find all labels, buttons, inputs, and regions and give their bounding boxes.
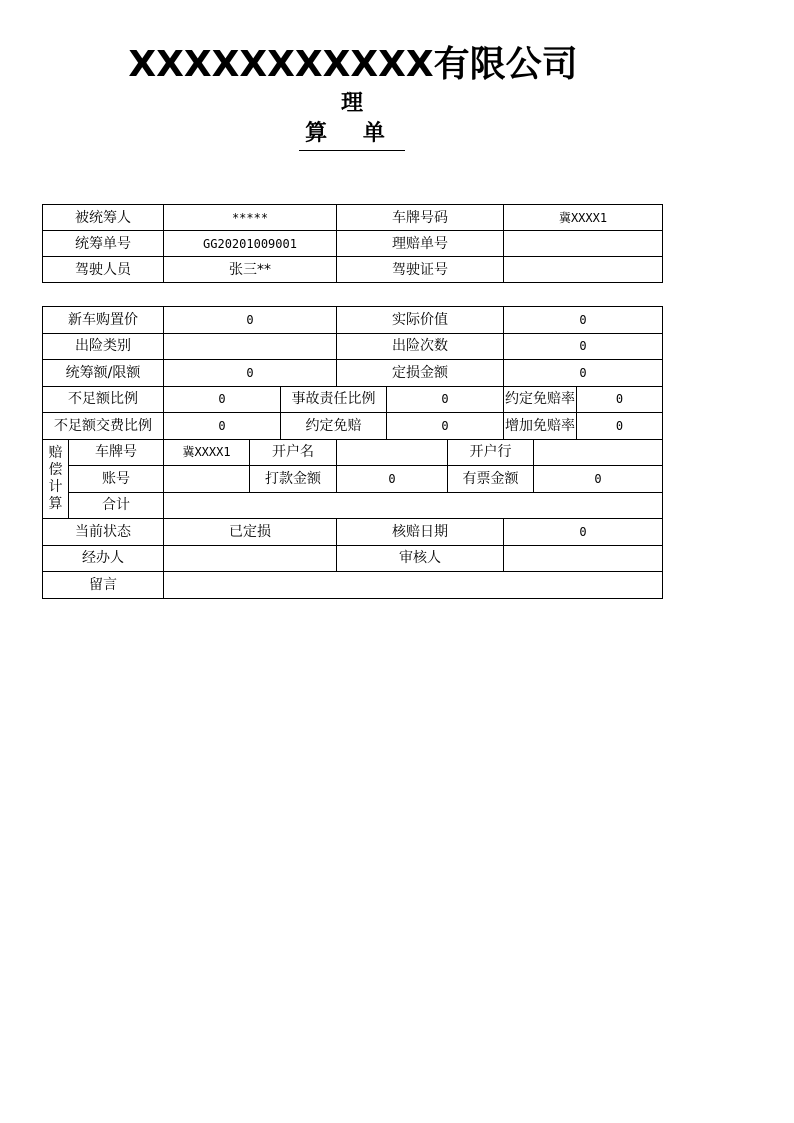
- table-row: [43, 439, 663, 466]
- license-label: 驾驶证号: [337, 257, 504, 283]
- account-name-label: 开户名: [250, 439, 337, 466]
- underinsured-ratio-label: 不足额比例: [43, 386, 164, 413]
- new-price-value: 0: [164, 307, 337, 334]
- table-row: [43, 231, 663, 257]
- table-row: [43, 413, 663, 440]
- handler-value: [164, 545, 337, 572]
- document-title: 理 算 单: [299, 88, 405, 151]
- table-row: [43, 545, 663, 572]
- agreed-deductible-value: 0: [387, 413, 504, 440]
- table-row: [43, 572, 663, 599]
- driver-label: 驾驶人员: [43, 257, 164, 283]
- company-name: XXXXXXXXXXX有限公司: [128, 44, 578, 85]
- total-value: [164, 492, 663, 519]
- underinsured-compulsory-label: 不足额交费比例: [43, 413, 164, 440]
- table-row: [43, 257, 663, 283]
- agreed-deductible-rate-value: 0: [577, 386, 663, 413]
- total-label: 合计: [69, 492, 164, 519]
- review-date-label: 核赔日期: [337, 519, 504, 546]
- bank-value: [534, 439, 663, 466]
- table-row: [43, 360, 663, 387]
- driver-value: 张三**: [164, 257, 337, 283]
- bank-label: 开户行: [448, 439, 534, 466]
- license-value: [504, 257, 663, 283]
- invoice-amount-label: 有票金额: [448, 466, 534, 493]
- underinsured-compulsory-value: 0: [164, 413, 281, 440]
- handler-label: 经办人: [43, 545, 164, 572]
- reviewer-label: 审核人: [337, 545, 504, 572]
- table-row: [43, 205, 663, 231]
- actual-value-value: 0: [504, 307, 663, 334]
- account-name-value: [337, 439, 448, 466]
- loss-amount-label: 定损金额: [337, 360, 504, 387]
- status-label: 当前状态: [43, 519, 164, 546]
- status-value: 已定损: [164, 519, 337, 546]
- liability-ratio-label: 事故责任比例: [281, 386, 387, 413]
- claim-no-value: [504, 231, 663, 257]
- message-value: [164, 572, 663, 599]
- payment-amount-value: 0: [337, 466, 448, 493]
- table-row: [43, 307, 663, 334]
- extra-deductible-rate-label: 增加免赔率: [504, 413, 577, 440]
- account-no-label: 账号: [69, 466, 164, 493]
- policy-no-value: GG20201009001: [164, 231, 337, 257]
- table-row: [43, 492, 663, 519]
- policy-no-label: 统筹单号: [43, 231, 164, 257]
- settlement-table: [42, 306, 663, 599]
- liability-ratio-value: 0: [387, 386, 504, 413]
- accident-type-label: 出险类别: [43, 333, 164, 360]
- loss-amount-value: 0: [504, 360, 663, 387]
- coverage-label: 统筹额/限额: [43, 360, 164, 387]
- agreed-deductible-rate-label: 约定免赔率: [504, 386, 577, 413]
- review-date-value: 0: [504, 519, 663, 546]
- actual-value-label: 实际价值: [337, 307, 504, 334]
- compensation-section-label: 赔 偿 计 算: [43, 439, 69, 519]
- table-row: [43, 466, 663, 493]
- insured-value: *****: [164, 205, 337, 231]
- info-table: [42, 204, 663, 283]
- table-row: [43, 519, 663, 546]
- accident-count-label: 出险次数: [337, 333, 504, 360]
- plate-value: 冀XXXX1: [504, 205, 663, 231]
- accident-type-value: [164, 333, 337, 360]
- extra-deductible-rate-value: 0: [577, 413, 663, 440]
- table-row: [43, 333, 663, 360]
- comp-plate-value: 冀XXXX1: [164, 439, 250, 466]
- insured-label: 被统筹人: [43, 205, 164, 231]
- plate-label: 车牌号码: [337, 205, 504, 231]
- table-row: [43, 386, 663, 413]
- reviewer-value: [504, 545, 663, 572]
- account-no-value: [164, 466, 250, 493]
- payment-amount-label: 打款金额: [250, 466, 337, 493]
- message-label: 留言: [43, 572, 164, 599]
- accident-count-value: 0: [504, 333, 663, 360]
- claim-no-label: 理赔单号: [337, 231, 504, 257]
- coverage-value: 0: [164, 360, 337, 387]
- comp-plate-label: 车牌号: [69, 439, 164, 466]
- invoice-amount-value: 0: [534, 466, 663, 493]
- underinsured-ratio-value: 0: [164, 386, 281, 413]
- agreed-deductible-label: 约定免赔: [281, 413, 387, 440]
- new-price-label: 新车购置价: [43, 307, 164, 334]
